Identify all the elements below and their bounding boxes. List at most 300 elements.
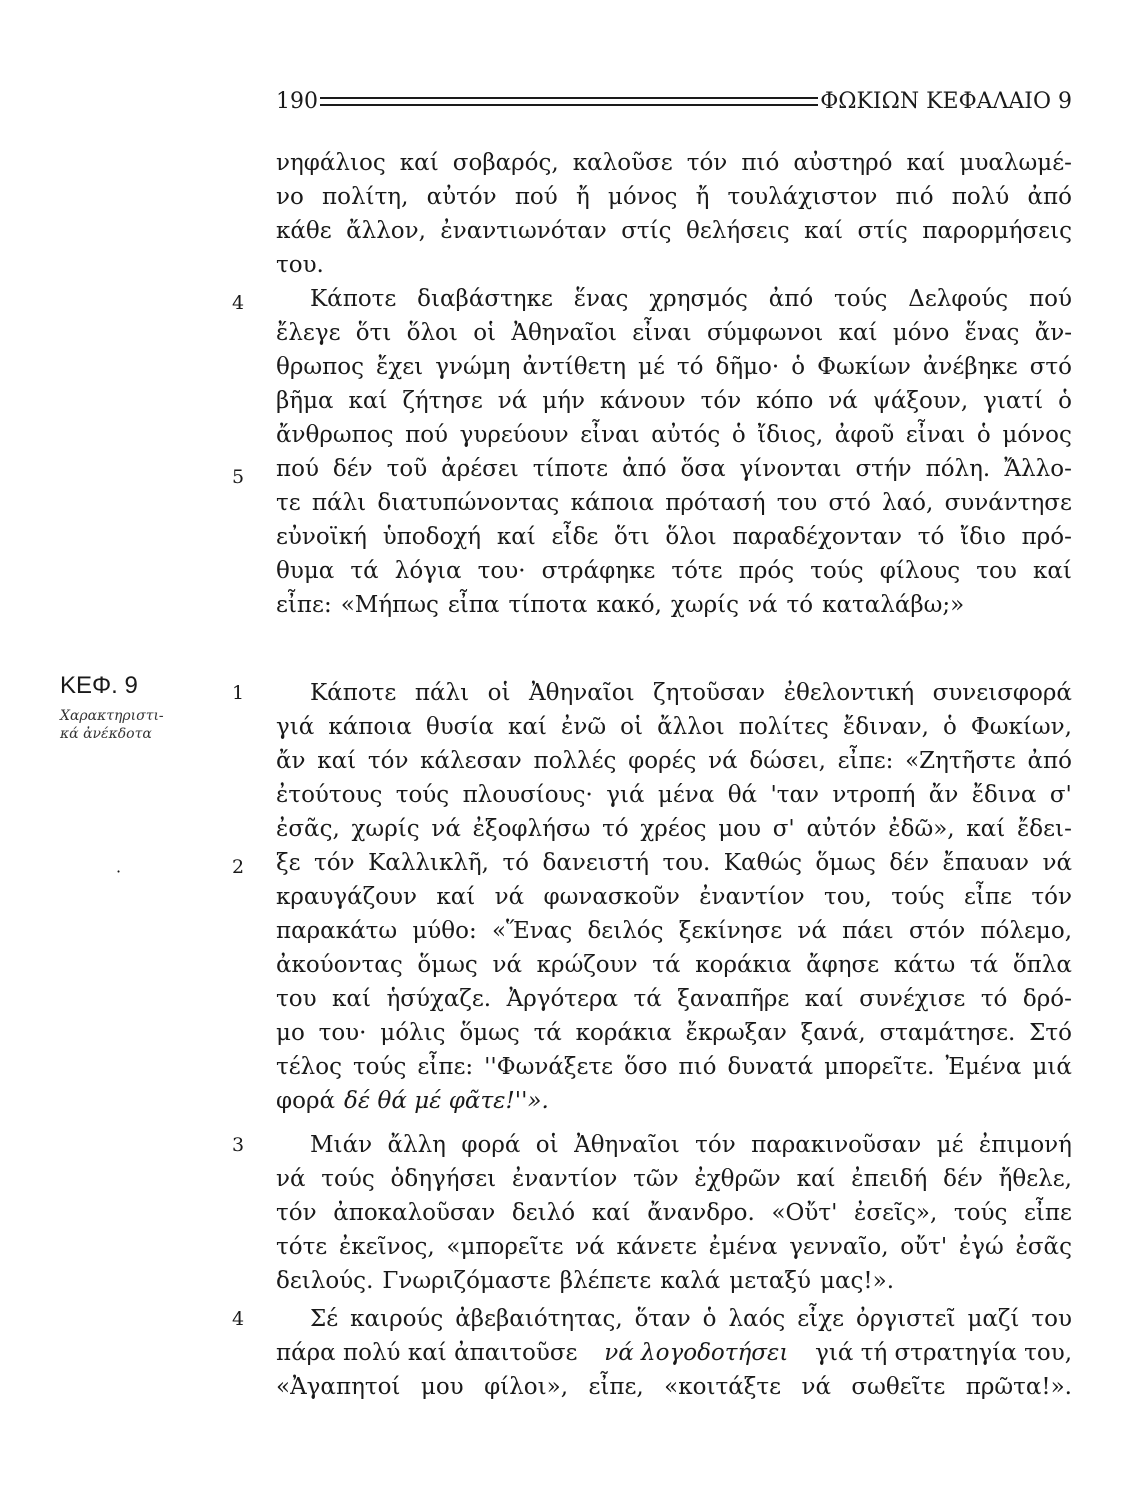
word: νά	[797, 918, 827, 944]
word: μυαλωμέ-	[959, 150, 1072, 176]
word: τότε	[671, 558, 723, 584]
word: νά	[708, 748, 738, 774]
word: πολύ	[951, 184, 1010, 210]
word: Φωκίων	[817, 354, 911, 380]
word: του	[276, 986, 317, 1012]
word: ὅπλα	[1012, 952, 1072, 978]
word: σ'	[1049, 782, 1072, 808]
word: βλέπετε	[559, 1268, 652, 1294]
word: ἐμένα	[708, 1234, 778, 1260]
italic-segment: δέ θά μέ φᾶτε!''».	[344, 1088, 549, 1114]
word: δανειστή	[542, 850, 649, 876]
word: τά	[652, 952, 681, 978]
word: πρῶτα!».	[965, 1374, 1072, 1400]
word: ὁ	[702, 1306, 717, 1332]
word: τούς	[395, 782, 450, 808]
text-line	[276, 982, 1072, 1016]
text-line	[276, 778, 1072, 812]
section-number: 1	[232, 682, 245, 704]
word: λαό,	[882, 490, 934, 516]
word: τό	[980, 986, 1008, 1012]
word: ξεκίνησε	[678, 918, 783, 944]
word: καλοῦσε	[572, 150, 673, 176]
word: χωρίς	[351, 816, 420, 842]
word: τούς	[891, 884, 945, 910]
word: διατυπώνοντας	[377, 490, 560, 516]
text-line	[276, 1050, 1072, 1084]
word: εἶχε	[797, 1306, 845, 1332]
word: ὅτι	[355, 320, 392, 346]
word: Σέ	[310, 1306, 339, 1332]
word: ἀπό	[768, 286, 814, 312]
word: πάλι	[414, 680, 470, 706]
text-segment: γιά τή στρατηγία του,	[815, 1340, 1072, 1366]
word: μας!».	[820, 1268, 895, 1294]
word: συνάντησε	[944, 490, 1072, 516]
word: ἐσεῖς»,	[854, 1200, 938, 1226]
text-segment: φορά	[276, 1088, 336, 1114]
word: ὅσο	[624, 1054, 668, 1080]
text-line	[276, 1302, 1072, 1336]
word: ξε	[276, 850, 301, 876]
word: καί	[508, 714, 547, 740]
word: ἡσύχαζε.	[386, 986, 492, 1012]
word: Ἀθηναῖοι	[511, 320, 617, 346]
word: φίλοι»,	[484, 1374, 569, 1400]
word: νά	[431, 816, 461, 842]
text-line	[276, 1196, 1072, 1230]
chapter-label: ΚΕΦ. 9	[60, 672, 138, 699]
word: ὅσα	[680, 456, 726, 482]
word: τό	[602, 816, 629, 842]
word: πάει	[842, 918, 894, 944]
word: καί	[838, 320, 878, 346]
word: ἐθελοντική	[783, 680, 915, 706]
text-line	[276, 914, 1072, 948]
word: καί	[436, 884, 476, 910]
word: ἤ	[695, 184, 710, 210]
word: τούς	[953, 1200, 1008, 1226]
word: καί	[332, 986, 371, 1012]
section-number: 2	[232, 856, 245, 878]
word: ὅμως	[459, 1020, 520, 1046]
word: δρό-	[1022, 986, 1072, 1012]
word: δειλό	[511, 1200, 576, 1226]
word: φορές	[628, 748, 697, 774]
word: μήν	[542, 388, 585, 414]
word: τό	[676, 354, 704, 380]
word: ''Φωνάξετε	[484, 1054, 614, 1080]
word: στό	[1029, 354, 1072, 380]
running-title: ΦΩΚΙΩΝ ΚΕΦΑΛΑΙΟ 9	[820, 88, 1072, 114]
word: γνώμη	[435, 354, 511, 380]
word: ἐχθρῶν	[694, 1166, 781, 1192]
word: ἄν-	[1034, 320, 1072, 346]
text-line	[276, 418, 1072, 452]
word: πολίτη,	[322, 184, 409, 210]
word: ἤθελε,	[998, 1166, 1072, 1192]
word: οἱ	[535, 1132, 559, 1158]
word: καί	[1032, 558, 1072, 584]
word: τά	[633, 986, 662, 1012]
chapter-subtitle	[60, 707, 164, 743]
word: μου	[718, 816, 761, 842]
word: ἐναντίον	[511, 1166, 618, 1192]
word: εἶναι	[580, 422, 640, 448]
word: δέν	[889, 850, 930, 876]
word: ὅμως	[417, 952, 478, 978]
word: δῆμο·	[715, 354, 780, 380]
word: θυσία	[425, 714, 494, 740]
word: ἐσᾶς	[1015, 1234, 1072, 1260]
word: μόνος	[1002, 422, 1072, 448]
word: εἶπε:	[837, 748, 894, 774]
word: Ἐμένα	[945, 1054, 1022, 1080]
paragraph-block-3	[276, 1128, 1072, 1298]
chapter-subtitle-line2: κά ἀνέκδοτα	[60, 726, 152, 742]
word: τίποτε	[532, 456, 609, 482]
word: τό	[917, 524, 945, 550]
word: μένα	[657, 782, 715, 808]
word: ἄλλον,	[346, 218, 426, 244]
word: οἱ	[487, 680, 511, 706]
header-rule	[320, 97, 818, 106]
word: στό	[828, 490, 871, 516]
word: ξανά,	[800, 1020, 866, 1046]
text-line	[276, 486, 1072, 520]
word: Φωκίων,	[970, 714, 1072, 740]
word: πάλι	[311, 490, 367, 516]
word: παρορμήσεις	[922, 218, 1072, 244]
word: Κάποτε	[310, 680, 397, 706]
word: κοράκια	[575, 1020, 672, 1046]
word: «Οὔτ'	[771, 1200, 838, 1226]
word: καταλάβω;»	[822, 592, 965, 618]
word: σύμφωνοι	[706, 320, 824, 346]
word: τέλος	[276, 1054, 342, 1080]
word: ἄφησε	[806, 952, 880, 978]
word: ἀπό	[1027, 184, 1072, 210]
word: του.	[662, 850, 711, 876]
word: κάνουν	[599, 388, 686, 414]
word: κοράκια	[695, 952, 792, 978]
word: χρέος	[640, 816, 707, 842]
word: φορά	[461, 1132, 521, 1158]
word: τούς	[352, 1054, 407, 1080]
word: ἔπαυαν	[942, 850, 1030, 876]
word: εἶπε	[1023, 1200, 1072, 1226]
word: θά	[727, 782, 758, 808]
word: γενναῖο,	[789, 1234, 889, 1260]
paragraph-block-4	[276, 1302, 1072, 1404]
section-number: 4	[232, 292, 245, 314]
word: ὅταν	[634, 1306, 691, 1332]
word: ἐξοφλήσω	[472, 816, 591, 842]
word: καί	[966, 816, 1006, 842]
word: οἱ	[620, 714, 644, 740]
word: γιά	[606, 782, 645, 808]
word: νά	[276, 1166, 306, 1192]
word: τίποτα	[508, 592, 588, 618]
word: Ἄλλο-	[1004, 456, 1072, 482]
word: καί	[804, 218, 843, 244]
word: ντροπή	[832, 782, 916, 808]
word: γιατί	[983, 388, 1044, 414]
word: Μιάν	[310, 1132, 373, 1158]
word: ἴδιος,	[757, 422, 824, 448]
word: θελήσεις	[685, 218, 790, 244]
word: νά	[492, 952, 522, 978]
word: ἐσᾶς,	[276, 816, 340, 842]
word: ἄλλοι	[657, 714, 725, 740]
word: τόν	[367, 748, 409, 774]
text-segment: πάρα πολύ καί ἀπαιτοῦσε	[276, 1340, 578, 1366]
word: μιά	[1032, 1054, 1072, 1080]
text-line	[276, 520, 1072, 554]
word: σωθεῖτε	[851, 1374, 946, 1400]
word: οὔτ'	[900, 1234, 948, 1260]
word: εἶπε,	[588, 1374, 644, 1400]
word: σταμάτησε.	[879, 1020, 1016, 1046]
word: μόλις	[380, 1020, 446, 1046]
word: νά	[828, 388, 858, 414]
word: του·	[318, 1020, 367, 1046]
word: ἀνέβηκε	[922, 354, 1018, 380]
word: ζήτησε	[402, 388, 483, 414]
word: τε	[276, 490, 301, 516]
word: χωρίς	[670, 592, 740, 618]
chapter-subtitle-line1: Χαρακτηριστι-	[60, 708, 164, 724]
text-line	[276, 880, 1072, 914]
word: καί	[317, 748, 357, 774]
word: οἱ	[473, 320, 497, 346]
word: ὅλοι	[406, 320, 458, 346]
word: ἀρέσει	[441, 456, 519, 482]
word: ἔλεγε	[276, 320, 341, 346]
text-line	[276, 846, 1072, 880]
word: θυμα	[276, 558, 335, 584]
word: Δελφούς	[908, 286, 1009, 312]
word: πόλεμο,	[980, 918, 1072, 944]
word: ὅτι	[614, 524, 650, 550]
word: ἀφοῦ	[834, 422, 895, 448]
word: Στό	[1029, 1020, 1072, 1046]
word: ὁδηγήσει	[390, 1166, 497, 1192]
word: ἤ	[575, 184, 590, 210]
word: σ'	[772, 816, 795, 842]
word: τόν	[276, 1200, 317, 1226]
word: κραυγάζουν	[276, 884, 417, 910]
word: βῆμα	[276, 388, 334, 414]
word: πιό	[895, 184, 934, 210]
text-line	[276, 1370, 1072, 1404]
word: ἄν	[276, 748, 306, 774]
word: μαζί	[967, 1306, 1020, 1332]
word: ἀποκαλοῦσαν	[333, 1200, 496, 1226]
text-line	[276, 214, 1072, 248]
word: γίνονται	[739, 456, 842, 482]
word: τά	[969, 952, 999, 978]
running-header	[276, 86, 1072, 116]
word: του	[776, 490, 818, 516]
word: ἀπό	[1027, 748, 1072, 774]
word: καιρούς	[350, 1306, 444, 1332]
word: ἔχει	[375, 354, 424, 380]
word: του.	[276, 252, 324, 278]
word: ὀργιστεῖ	[856, 1306, 956, 1332]
word: ἐτούτους	[276, 782, 383, 808]
word: θρωπος	[276, 354, 364, 380]
word: φωνασκοῦν	[543, 884, 680, 910]
word: τόν	[1031, 884, 1072, 910]
word: εὐνοϊκή	[276, 524, 367, 550]
word: καί	[796, 1166, 836, 1192]
word: στήν	[855, 456, 912, 482]
word: πού	[276, 456, 319, 482]
text-line	[276, 180, 1072, 214]
word: κάποια	[570, 490, 654, 516]
word: τότε	[276, 1234, 328, 1260]
word: μύθο:	[412, 918, 477, 944]
text-line	[276, 554, 1072, 588]
text-line	[276, 248, 1072, 282]
section-number: 5	[232, 466, 245, 488]
word: πού	[1028, 286, 1072, 312]
word: ὅμως	[815, 850, 876, 876]
word: εἶδε	[551, 524, 599, 550]
word: εἶπα	[447, 592, 500, 618]
word: του,	[823, 884, 872, 910]
word: «Ἕνας	[491, 918, 573, 944]
text-line	[276, 1016, 1072, 1050]
word: τόν	[686, 150, 728, 176]
word: αὐτόν	[426, 184, 497, 210]
word: δέν	[332, 456, 373, 482]
word: ἕνας	[964, 320, 1020, 346]
word: στίς	[621, 218, 672, 244]
word: δυνατά	[727, 1054, 814, 1080]
word: στόν	[908, 918, 966, 944]
text-line	[276, 1230, 1072, 1264]
word: «Ἀγαπητοί	[276, 1374, 401, 1400]
word: καί	[496, 524, 536, 550]
word: μου	[420, 1374, 464, 1400]
word: μέ	[638, 354, 665, 380]
word: μόνος	[607, 184, 678, 210]
word: κρώζουν	[536, 952, 638, 978]
word: κάποια	[328, 714, 412, 740]
word: Γνωριζόμαστε	[382, 1268, 551, 1294]
text-line	[276, 1162, 1072, 1196]
word: ὅλοι	[665, 524, 717, 550]
text-line	[276, 1128, 1072, 1162]
word: τό	[502, 850, 530, 876]
word: ἀπό	[622, 456, 667, 482]
word: Καθώς	[723, 850, 802, 876]
word: ζητοῦσαν	[653, 680, 766, 706]
word: μπορεῖτε.	[824, 1054, 935, 1080]
word: σοβαρός,	[452, 150, 559, 176]
section-number: 3	[232, 1134, 245, 1156]
word: μέ	[936, 1132, 964, 1158]
word: κάνετε	[616, 1234, 697, 1260]
word: ἐπειδή	[851, 1166, 928, 1192]
word: ἐναντιωνόταν	[440, 218, 607, 244]
text-line	[276, 948, 1072, 982]
word: του·	[477, 558, 526, 584]
text-line	[276, 350, 1072, 384]
word: νηφάλιος	[276, 150, 386, 176]
word: «κοιτάξτε	[664, 1374, 782, 1400]
word: καί	[348, 388, 388, 414]
word: ἔκρωξαν	[685, 1020, 787, 1046]
word: ἐγώ	[958, 1234, 1004, 1260]
word: ἐνῶ	[561, 714, 607, 740]
word: νά	[748, 592, 778, 618]
word: ὁ	[791, 354, 806, 380]
word: Καλλικλῆ,	[368, 850, 489, 876]
text-line	[276, 676, 1072, 710]
word: ἀβεβαιότητας,	[455, 1306, 623, 1332]
word: λόγια	[394, 558, 462, 584]
word: κακό,	[596, 592, 662, 618]
word: Ἀθηναῖοι	[574, 1132, 680, 1158]
word: «Μήπως	[340, 592, 439, 618]
word: εἶναι	[905, 422, 966, 448]
word: παρακινοῦσαν	[751, 1132, 922, 1158]
word: παραδέχονταν	[732, 524, 902, 550]
word: ὁ	[942, 714, 957, 740]
word: πρό-	[1021, 524, 1072, 550]
page-number: 190	[276, 88, 318, 114]
word: δέν	[943, 1166, 983, 1192]
word: τουλάχιστον	[727, 184, 878, 210]
word: καλά	[660, 1268, 721, 1294]
word: νά	[801, 1374, 831, 1400]
word: γιά	[276, 714, 315, 740]
word: δειλός	[587, 918, 664, 944]
word: ὑποδοχή	[382, 524, 482, 550]
text-line	[276, 146, 1072, 180]
section-number: 4	[232, 1308, 245, 1330]
word: εἶπε:	[417, 1054, 474, 1080]
word: πού	[514, 184, 558, 210]
word: τό	[786, 592, 814, 618]
word: μόνο	[892, 320, 950, 346]
word: ἄλλη	[387, 1132, 446, 1158]
word: αὐτός	[651, 422, 721, 448]
word: πρότασή	[665, 490, 766, 516]
word: καί	[906, 150, 946, 176]
word: του	[976, 558, 1017, 584]
text-line	[276, 744, 1072, 778]
word: «μπορεῖτε	[446, 1234, 564, 1260]
word: διαβάστηκε	[417, 286, 553, 312]
word: πιό	[741, 150, 780, 176]
word: τούς	[321, 1166, 375, 1192]
word: κόπο	[756, 388, 814, 414]
word: τούς	[810, 558, 864, 584]
word: κάτω	[893, 952, 956, 978]
word: εἶπε:	[276, 592, 332, 618]
text-line	[276, 282, 1072, 316]
word: νά	[1042, 850, 1072, 876]
word: γυρεύουν	[459, 422, 569, 448]
word: δώσει,	[749, 748, 826, 774]
word: αὐστηρό	[793, 150, 893, 176]
word: εἶναι	[632, 320, 692, 346]
word: ἕνας	[573, 286, 629, 312]
